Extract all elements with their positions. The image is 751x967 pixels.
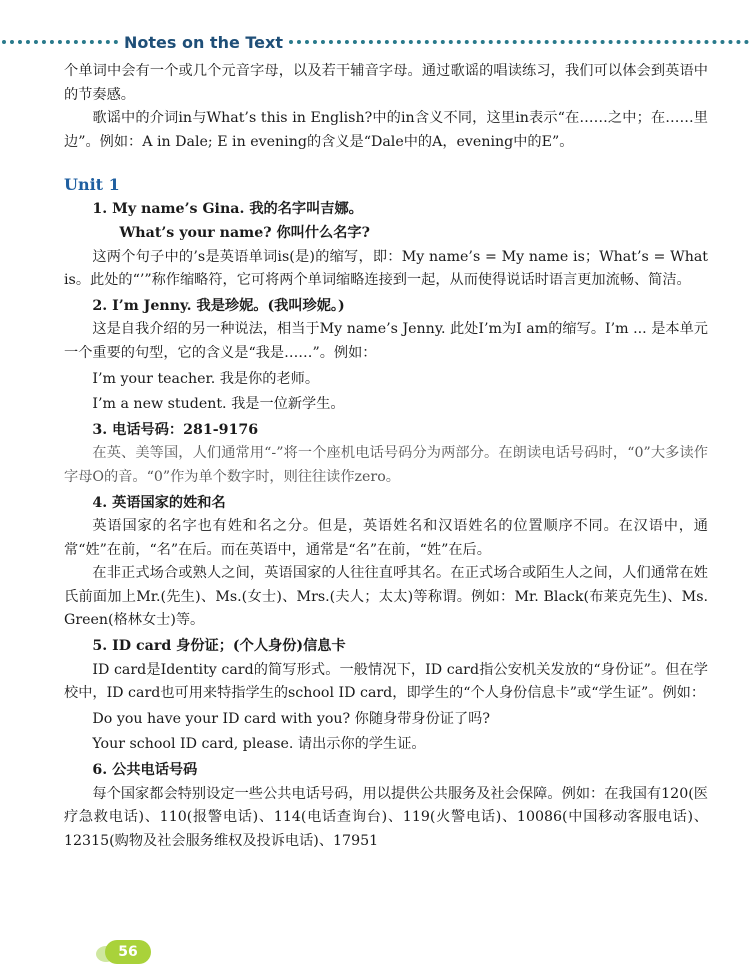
- unit-heading: Unit 1: [64, 175, 120, 195]
- intro-paragraph-2: 歌谣中的介词in与What’s this in English?中的in含义不同，这里in表示“在……之中；在……里边”。例如：A in Dale; E in evening的含义是“Dale中的A，evening中的E”。: [64, 110, 708, 150]
- running-header: [0, 24, 751, 60]
- note-6-heading: 6. 公共电话号码: [92, 762, 198, 779]
- intro-paragraph-1: 个单词中会有一个或几个元音字母，以及若干辅音字母。通过歌谣的唱读练习，我们可以体会到英语中的节奏感。: [64, 63, 708, 103]
- note-1-subheading: What’s your name? 你叫什么名字?: [119, 224, 370, 241]
- note-4-paragraph-1: 英语国家的名字也有姓和名之分。但是，英语姓名和汉语姓名的位置顺序不同。在汉语中，通常“姓”在前，“名”在后。而在英语中，通常是“名”在前，“姓”在后。: [64, 518, 708, 558]
- note-3-heading: 3. 电话号码：281-9176: [92, 421, 259, 438]
- note-1-heading: 1. My name’s Gina. 我的名字叫吉娜。: [92, 201, 363, 218]
- header-dots-right: [289, 40, 749, 44]
- note-5-heading: 5. ID card 身份证；(个人身份)信息卡: [92, 638, 346, 655]
- note-2-example-2: I’m a new student. 我是一位新学生。: [92, 396, 345, 413]
- note-5-example-1: Do you have your ID card with you? 你随身带身份证了吗?: [92, 710, 490, 727]
- note-4-paragraph-2: 在非正式场合或熟人之间，英语国家的人往往直呼其名。在正式场合或陌生人之间，人们通常在姓氏前面加上Mr.(先生)、Ms.(女士)、Mrs.(夫人；太太)等称谓。例如：Mr. Black(布莱克先生)、Ms. Green(格林女士)等。: [64, 565, 708, 629]
- page-number: 56: [105, 940, 151, 964]
- note-5-example-2: Your school ID card, please. 请出示你的学生证。: [92, 736, 426, 753]
- header-dots-left: [2, 40, 118, 44]
- note-2-example-1: I’m your teacher. 我是你的老师。: [92, 370, 320, 387]
- note-5-paragraph: ID card是Identity card的简写形式。一般情况下，ID card指公安机关发放的“身份证”。但在学校中，ID card也可用来特指学生的school ID card，即学生的“个人身份信息卡”或“学生证”。例如：: [64, 661, 708, 702]
- note-2-paragraph: 这是自我介绍的另一种说法，相当于My name’s Jenny. 此处I’m为I am的缩写。I’m ... 是本单元一个重要的句型，它的含义是“我是……”。例如：: [64, 321, 708, 361]
- note-2-heading: 2. I’m Jenny. 我是珍妮。(我叫珍妮。): [92, 297, 345, 314]
- note-6-paragraph: 每个国家都会特别设定一些公共电话号码，用以提供公共服务及社会保障。例如：在我国有120(医疗急救电话)、110(报警电话)、114(电话查询台)、119(火警电话)、10086(中国移动客服电话)、12315(购物及社会服务维权及投诉电话)、17951: [64, 785, 708, 849]
- note-4-heading: 4. 英语国家的姓和名: [92, 494, 226, 511]
- page-body: [64, 60, 708, 853]
- note-1-paragraph: 这两个句子中的’s是英语单词is(是)的缩写，即：My name’s = My name is；What’s = What is。此处的“’”称作缩略符，它可将两个单词缩略连接到一起，从而使得说话时语言更加流畅、简洁。: [64, 248, 708, 289]
- note-3-paragraph: 在英、美等国，人们通常用“-”将一个座机电话号码分为两部分。在朗读电话号码时，“0”大多读作字母O的音。“0”作为单个数字时，则往往读作zero。: [64, 445, 708, 485]
- header-title: Notes on the Text: [124, 32, 283, 52]
